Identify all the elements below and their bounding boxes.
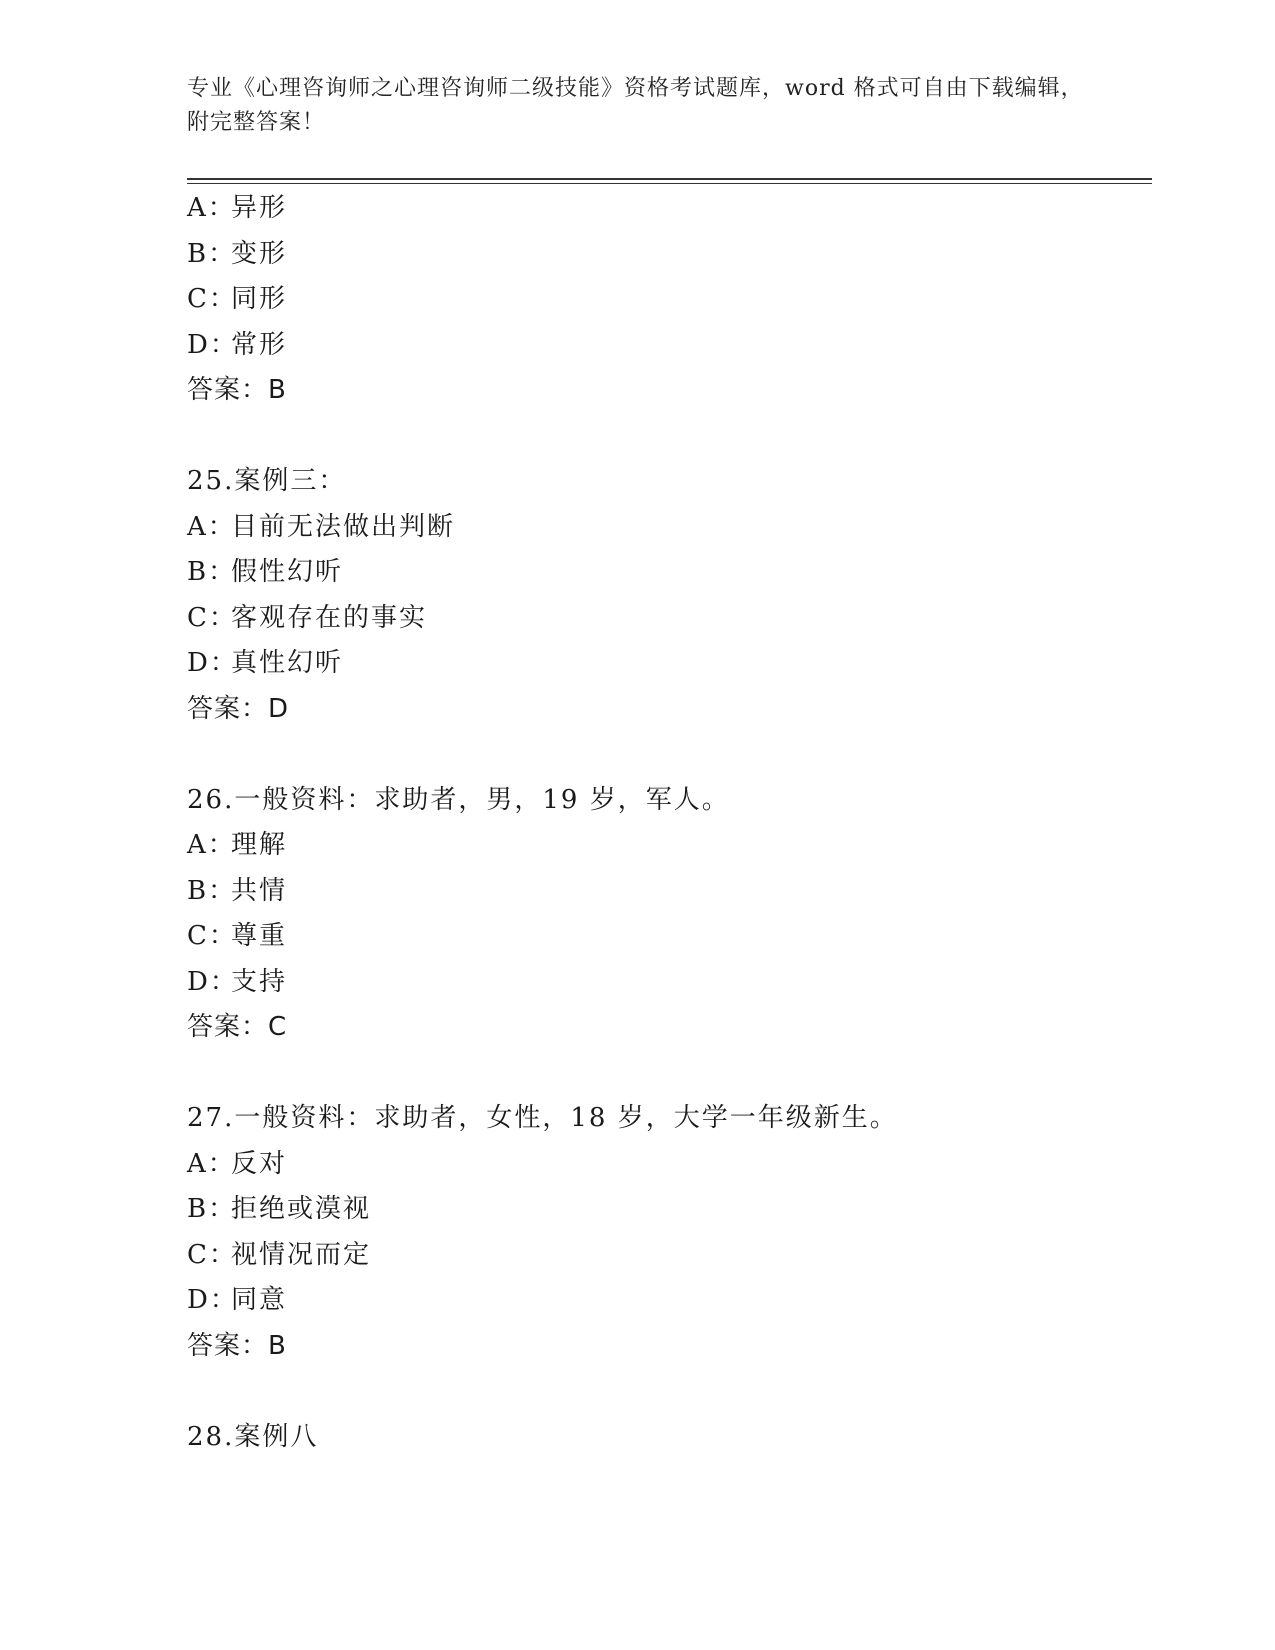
option-d: D：支持 [187,966,288,997]
option-d: D：常形 [187,329,288,360]
option-a: A：异形 [187,193,288,223]
block-spacer [187,1369,1147,1415]
question-list [187,186,1147,1460]
option-b: B：变形 [187,238,288,269]
question-block [187,459,1147,732]
block-spacer [187,732,1147,778]
question-stem: 27.一般资料：求助者，女性，18 岁，大学一年级新生。 [187,1103,898,1133]
answer-line: 答案：B [187,1330,287,1361]
answer-line: 答案：C [187,1012,288,1042]
block-spacer [187,414,1147,460]
option-c: C：同形 [187,284,288,314]
option-c: C：客观存在的事实 [187,602,428,633]
option-b: B：拒绝或漠视 [187,1194,372,1224]
option-b: B：共情 [187,875,288,906]
answer-line: 答案：D [187,693,290,724]
question-block [187,1415,1147,1461]
question-stem: 25.案例三： [187,466,347,496]
question-block [187,1096,1147,1369]
option-a: A：目前无法做出判断 [187,511,456,542]
answer-line: 答案：B [187,375,287,405]
block-spacer [187,1051,1147,1097]
question-block [187,186,1147,414]
document-header: 专业《心理咨询师之心理咨询师二级技能》资格考试题库，word 格式可自由下载编辑，附完整答案！ [187,76,1084,135]
question-stem: 28.案例八 [187,1421,319,1452]
option-d: D：同意 [187,1285,288,1315]
option-a: A：反对 [187,1148,288,1179]
question-stem: 26.一般资料：求助者，男，19 岁，军人。 [187,784,730,815]
option-c: C：尊重 [187,921,288,951]
option-a: A：理解 [187,830,288,860]
option-b: B：假性幻听 [187,557,344,587]
option-c: C：视情况而定 [187,1239,372,1270]
question-block [187,778,1147,1051]
header-divider [187,178,1152,184]
option-d: D：真性幻听 [187,648,344,678]
